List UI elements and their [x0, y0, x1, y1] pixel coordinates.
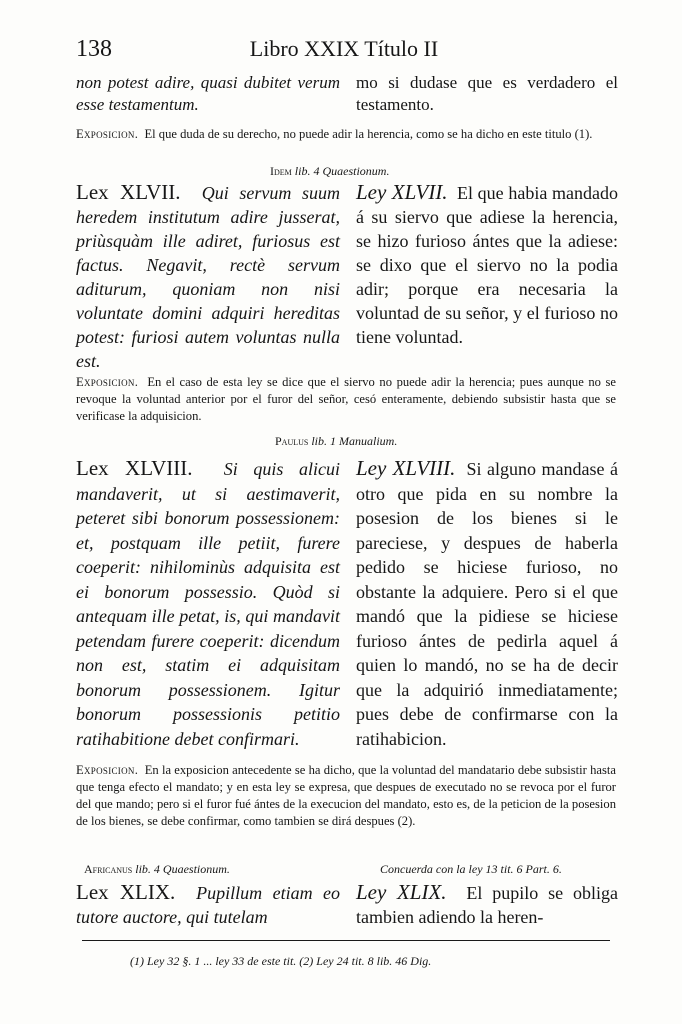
spanish-text — [356, 880, 618, 929]
exposicion-label: Exposicion. — [76, 127, 139, 141]
latin-text — [76, 456, 340, 751]
ley-label: Ley XLVIII. — [356, 456, 456, 480]
concordance-note: Concuerda con la ley 13 tit. 6 Part. 6. — [380, 862, 562, 876]
spanish-text — [356, 180, 618, 349]
spanish-column — [356, 456, 618, 751]
spanish-column — [356, 180, 618, 349]
latin-text: non potest adire, quasi dubitet verum esse testamentum. — [76, 73, 340, 114]
exposicion-text: El que duda de su derecho, no puede adir la herencia, como se ha dicho en este titulo (1). — [144, 127, 593, 141]
exposicion-text: En la exposicion antecedente se ha dicho, que la voluntad del mandatario debe subsistir hasta que tenga efecto el mandato; y en esta ley se expresa, que despues de executado no se revoca por el furor del que mando; pero si el furor fué ántes de la execucion del mandato, esto es, de la peticion de la posesion de los bienes, se debe confirmar, como tambien se dirá despues (2). — [76, 763, 616, 828]
source-ref: lib. 4 Quaestionum. — [294, 164, 390, 178]
lex-body: Si quis alicui mandaverit, ut si aestimaverit, peteret sibi bonorum possessionem: et, postquam ille petiit, furere coeperit: nihilominùs adquisita est ei bonorum possessio. Quòd si antequam ille petat, is, qui mandavit petendam furere coeperit: dicendum non est, statim ei adquisitam bonorum possessionem. Igitur bonorum possessionis petitio ratihabitione debet confirmari. — [76, 459, 341, 749]
source-citation — [275, 434, 397, 448]
lex-label: Lex XLVIII. — [76, 456, 193, 480]
latin-column — [76, 456, 340, 751]
page-number: 138 — [76, 36, 112, 62]
lex-49-block — [76, 880, 619, 927]
lex-label: Lex XLVII. — [76, 180, 181, 204]
spanish-column — [356, 72, 618, 116]
running-title: Libro XXIX Título II — [249, 36, 439, 61]
source-author: Idem — [270, 164, 292, 178]
latin-text — [76, 880, 340, 929]
lex-body: Qui servum suum heredem institutum adire jusserat, priùsquàm ille adiret, furiosus est factus. Negavit, rectè servum aditurum, quoniam non nisi voluntate domini adquiri hereditas potest: furiosi autem voluntas nulla est. — [76, 183, 340, 371]
exposicion-text: En el caso de esta ley se dice que el siervo no puede adir la herencia; pues aunque no se revoque la voluntad anterior por el furor del señor, cesó enteramente, debiendo subsistir hasta que se verificase la adquisicion. — [76, 375, 617, 423]
footnotes: (1) Ley 32 §. 1 ... ley 33 de este tit. (2) Ley 24 tit. 8 lib. 46 Dig. — [130, 954, 432, 968]
lex-label: Lex XLIX. — [76, 880, 176, 904]
lex-48-block — [76, 456, 619, 756]
source-citation — [270, 164, 389, 178]
source-ref: lib. 1 Manualium. — [311, 434, 398, 448]
latin-column — [76, 880, 340, 929]
exposicion-paragraph — [76, 126, 616, 143]
spanish-text: mo si dudase que es verdadero el testamento. — [356, 73, 618, 114]
ley-label: Ley XLVII. — [356, 180, 448, 204]
latin-text — [76, 180, 340, 373]
source-citation — [84, 862, 230, 876]
ley-label: Ley XLIX. — [356, 880, 447, 904]
exposicion-label: Exposicion. — [76, 763, 139, 777]
exposicion-paragraph — [76, 762, 616, 830]
spanish-column — [356, 880, 618, 929]
latin-column — [76, 72, 340, 116]
continuation-block — [76, 72, 616, 116]
lex-body: Pupillum etiam eo tutore auctore, qui tutelam — [76, 883, 340, 927]
lex-47-block — [76, 180, 618, 371]
footnote-rule — [82, 940, 610, 941]
source-author: Paulus — [275, 434, 309, 448]
latin-column — [76, 180, 340, 373]
exposicion-label: Exposicion. — [76, 375, 139, 389]
spanish-text — [356, 456, 618, 751]
ley-body: El pupilo se obliga tambien adiendo la heren- — [356, 883, 619, 927]
ley-body: Si alguno mandase á otro que pida en su nombre la posesion de los bienes si le pareciese, y despues de haberla pedido se hiciese furioso, no obstante la adquiere. Pero si el que mandó que la pidiese se hiciese furioso ántes de pedirla aquel á quien lo mandó, no se ha de decir que la adquirió inmediatamente; pues debe de confirmarse con la ratihabicion. — [356, 459, 619, 749]
page-header — [76, 36, 612, 66]
exposicion-paragraph — [76, 374, 616, 425]
ley-body: El que habia mandado á su siervo que adiese la herencia, se hizo furioso ántes que la adiese: se dixo que el siervo no la podia adir; porque era necesaria la voluntad de su señor, y el furioso no tiene voluntad. — [356, 183, 618, 347]
source-author: Africanus — [84, 862, 133, 876]
source-ref: lib. 4 Quaestionum. — [135, 862, 230, 876]
